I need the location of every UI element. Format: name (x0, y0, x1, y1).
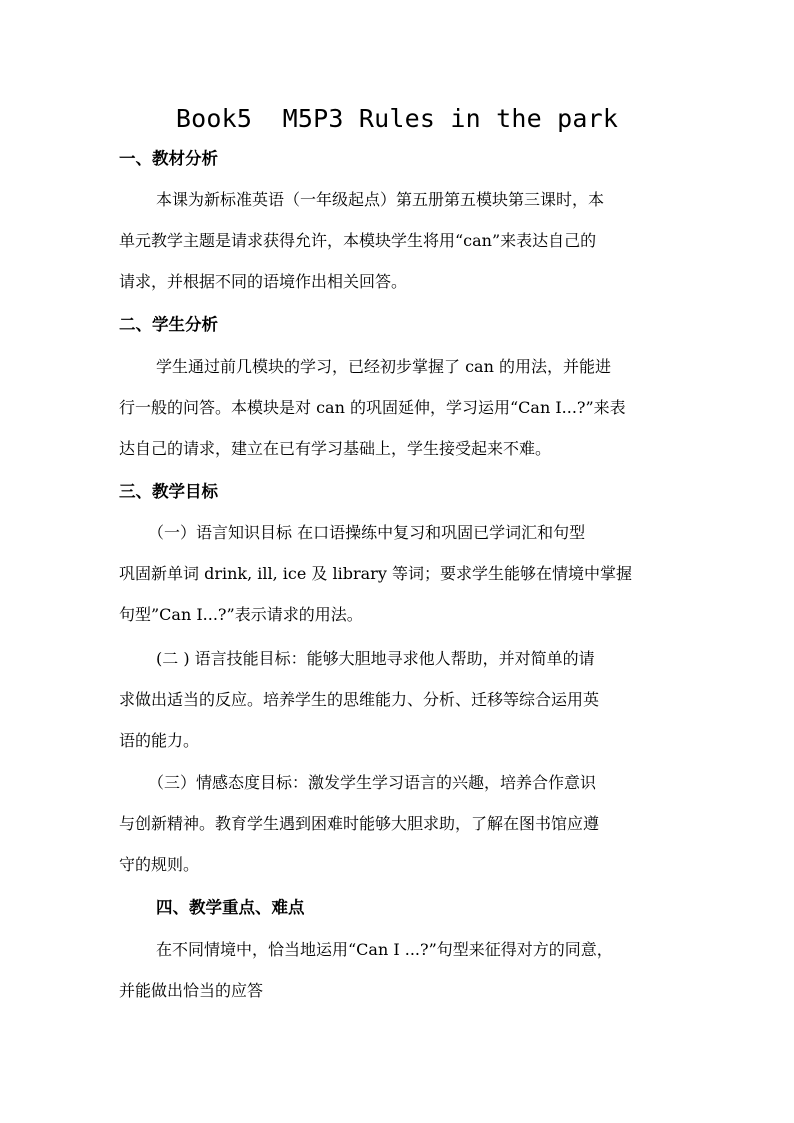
goal-line: 语的能力。 (119, 731, 200, 750)
section-heading-textbook-analysis: 一、教材分析 (119, 149, 218, 168)
goal-line: （一）语言知识目标 在口语操练中复习和巩固已学词汇和句型 (148, 523, 586, 542)
goal-line: 巩固新单词 drink, ill, ice 及 library 等词；要求学生能够在情境中掌握 (119, 564, 632, 583)
paragraph-line: 行一般的问答。本模块是对 can 的巩固延伸，学习运用“Can I...?”来表 (119, 398, 626, 417)
paragraph-line: 并能做出恰当的应答 (119, 981, 264, 1000)
section-heading-student-analysis: 二、学生分析 (119, 315, 218, 334)
goal-line: 求做出适当的反应。培养学生的思维能力、分析、迁移等综合运用英 (119, 690, 600, 709)
paragraph-line: 本课为新标准英语（一年级起点）第五册第五模块第三课时，本 (156, 190, 605, 209)
section-heading-teaching-goals: 三、教学目标 (119, 482, 218, 501)
goal-line: （三）情感态度目标：激发学生学习语言的兴趣，培养合作意识 (148, 773, 597, 792)
section-heading-key-points: 四、教学重点、难点 (156, 898, 305, 917)
goal-line: 守的规则。 (119, 855, 200, 874)
goal-line: (二 ) 语言技能目标：能够大胆地寻求他人帮助，并对简单的请 (156, 649, 595, 668)
goal-line: 与创新精神。教育学生遇到困难时能够大胆求助，了解在图书馆应遵 (119, 814, 600, 833)
paragraph-line: 单元教学主题是请求获得允许，本模块学生将用“can”来表达自己的 (119, 231, 597, 250)
paragraph-line: 学生通过前几模块的学习，已经初步掌握了 can 的用法，并能进 (156, 357, 611, 376)
document-title: Book5 M5P3 Rules in the park (175, 104, 619, 133)
paragraph-line: 在不同情境中，恰当地运用“Can I ...?”句型来征得对方的同意， (156, 940, 613, 959)
goal-line: 句型”Can I...?”表示请求的用法。 (119, 605, 363, 624)
paragraph-line: 请求，并根据不同的语境作出相关回答。 (119, 272, 408, 291)
paragraph-line: 达自己的请求，建立在已有学习基础上，学生接受起来不难。 (119, 439, 552, 458)
